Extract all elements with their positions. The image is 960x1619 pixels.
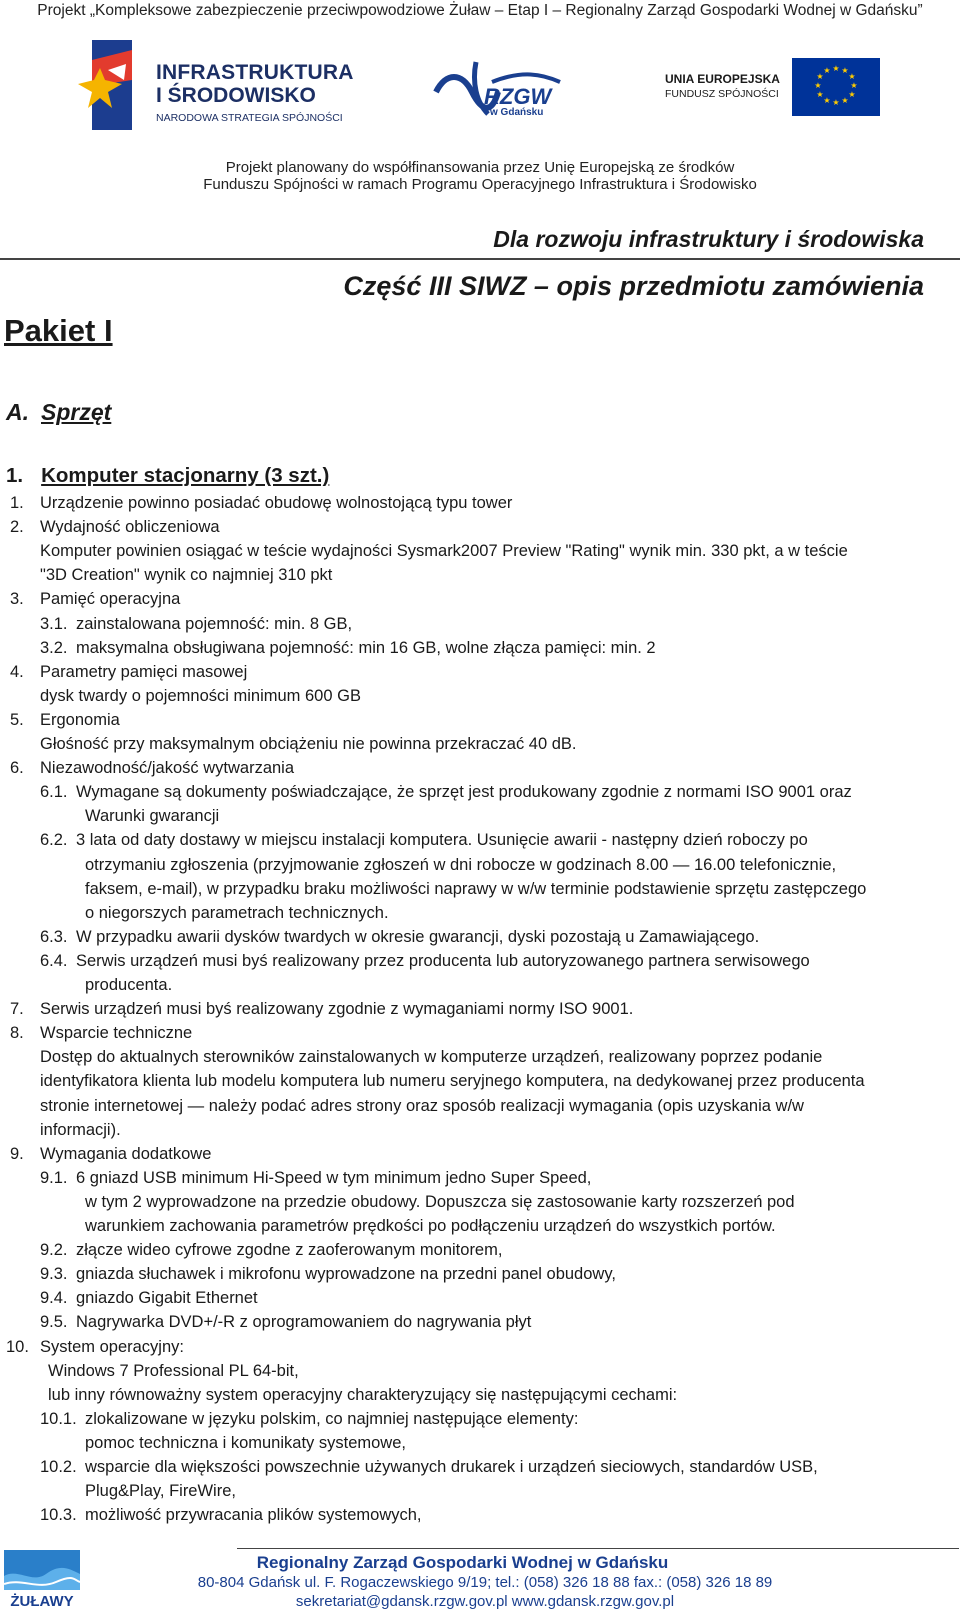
spec-line-text: Niezawodność/jakość wytwarzania	[40, 759, 295, 777]
spec-line-text: Wymagane są dokumenty poświadczające, że sprzęt jest produkowany zgodnie z normami ISO 9001 oraz	[76, 783, 852, 801]
spec-line-text: Serwis urządzeń musi byś realizowany zgodnie z wymaganiami normy ISO 9001.	[40, 1000, 634, 1018]
spec-line-number: 1.	[10, 494, 24, 512]
spec-line-text: Ergonomia	[40, 711, 120, 729]
spec-line-text: zlokalizowane w języku polskim, co najmniej następujące elementy:	[85, 1410, 579, 1428]
spec-line-text: Windows 7 Professional PL 64-bit,	[48, 1362, 299, 1380]
spec-line-number: 6.3.	[40, 928, 68, 946]
spec-line-text: 3 lata od daty dostawy w miejscu instalacji komputera. Usunięcie awarii - następny dzień roboczy po	[76, 831, 808, 849]
svg-text:★: ★	[823, 66, 831, 75]
spec-line-text: Warunki gwarancji	[85, 807, 220, 825]
svg-text:★: ★	[816, 72, 824, 81]
svg-text:★: ★	[848, 90, 856, 99]
tagline: Dla rozwoju infrastruktury i środowiska	[493, 226, 924, 252]
spec-line-number: 7.	[10, 1000, 24, 1018]
project-header-line: Projekt „Kompleksowe zabezpieczenie przeciwpowodziowe Żuław – Etap I – Regionalny Zarząd Gospodarki Wodnej w Gdańsku”	[37, 2, 923, 19]
funding-line-1: Projekt planowany do współfinansowania przez Unię Europejską ze środków	[225, 159, 735, 176]
rzgw-logo	[432, 52, 562, 130]
spec-line-text: Parametry pamięci masowej	[40, 663, 248, 681]
eu-flag-icon	[792, 58, 880, 116]
section-letter: A.	[6, 399, 29, 425]
infrastruktura-logo-line3: NARODOWA STRATEGIA SPÓJNOŚCI	[156, 112, 343, 124]
spec-line-text: o niegorszych parametrach technicznych.	[85, 904, 389, 922]
spec-line-number: 10.2.	[40, 1458, 77, 1476]
spec-line-text: lub inny równoważny system operacyjny charakteryzujący się następującymi cechami:	[48, 1386, 678, 1404]
spec-line-text: wsparcie dla większości powszechnie używanych drukarek i urządzeń sieciowych, standardów USB,	[85, 1458, 818, 1476]
spec-line-text: złącze wideo cyfrowe zgodne z zaoferowanym monitorem,	[76, 1241, 503, 1259]
footer-divider	[237, 1548, 959, 1549]
item-number: 1.	[6, 464, 24, 487]
eu-logo-line1: UNIA EUROPEJSKA	[665, 72, 780, 86]
spec-line-text: Wsparcie techniczne	[40, 1024, 193, 1042]
footer-org: Regionalny Zarząd Gospodarki Wodnej w Gdańsku	[256, 1553, 669, 1572]
spec-line-number: 6.1.	[40, 783, 68, 801]
package-title: Pakiet I	[4, 313, 113, 348]
spec-line-text: gniazda słuchawek i mikrofonu wyprowadzone na przedni panel obudowy,	[76, 1265, 616, 1283]
spec-line-text: producenta.	[85, 976, 173, 994]
spec-line-text: Wymagania dodatkowe	[40, 1145, 212, 1163]
spec-line-number: 10.	[6, 1338, 29, 1356]
spec-line-text: stronie internetowej — należy podać adres strony oraz sposób realizacji wymagania (opis uzyskania w/w	[40, 1097, 804, 1115]
item-name: Komputer stacjonarny (3 szt.)	[41, 464, 330, 487]
svg-text:★: ★	[841, 96, 849, 105]
spec-line-number: 5.	[10, 711, 24, 729]
svg-text:★: ★	[850, 81, 858, 90]
spec-line-text: zainstalowana pojemność: min. 8 GB,	[76, 615, 353, 633]
infrastruktura-logo-line2: I ŚRODOWISKO	[156, 84, 316, 107]
spec-line-text: Nagrywarka DVD+/-R z oprogramowaniem do nagrywania płyt	[76, 1313, 532, 1331]
spec-line-text: otrzymaniu zgłoszenia (przyjmowanie zgłoszeń w dni robocze w godzinach 8.00 — 16.00 telefonicznie,	[85, 856, 837, 874]
spec-line-number: 9.1.	[40, 1169, 68, 1187]
spec-line-number: 9.2.	[40, 1241, 68, 1259]
spec-line-number: 10.3.	[40, 1506, 77, 1524]
spec-line-text: warunkiem zachowania parametrów prędkości po podłączeniu urządzeń do wszystkich portów.	[85, 1217, 776, 1235]
spec-line-text: "3D Creation" wynik co najmniej 310 pkt	[40, 566, 333, 584]
footer-contact: sekretariat@gdansk.rzgw.gov.pl www.gdansk.rzgw.gov.pl	[295, 1593, 675, 1610]
svg-text:★: ★	[848, 72, 856, 81]
spec-line-number: 6.	[10, 759, 24, 777]
spec-line-text: możliwość przywracania plików systemowych,	[85, 1506, 422, 1524]
section-heading	[6, 399, 111, 426]
spec-line-text: System operacyjny:	[40, 1338, 184, 1356]
eu-logo-line2: FUNDUSZ SPÓJNOŚCI	[665, 88, 779, 100]
spec-line-text: Pamięć operacyjna	[40, 590, 181, 608]
spec-line-text: Komputer powinien osiągać w teście wydajności Sysmark2007 Preview "Rating" wynik min. 330 pkt, a w teście	[40, 542, 848, 560]
spec-line-number: 2.	[10, 518, 24, 536]
spec-line-number: 9.5.	[40, 1313, 68, 1331]
spec-line-number: 9.3.	[40, 1265, 68, 1283]
spec-line-text: Dostęp do aktualnych sterowników zainstalowanych w komputerze urządzeń, realizowany poprzez podanie	[40, 1048, 823, 1066]
svg-text:★: ★	[814, 81, 822, 90]
header-divider	[0, 258, 960, 260]
svg-text:★: ★	[832, 98, 840, 107]
svg-text:★: ★	[816, 90, 824, 99]
spec-line-text: Serwis urządzeń musi byś realizowany przez producenta lub autoryzowanego partnera serwisowego	[76, 952, 810, 970]
spec-line-number: 6.2.	[40, 831, 68, 849]
spec-line-text: pomoc techniczna i komunikaty systemowe,	[85, 1434, 406, 1452]
rzgw-logo-sub: w Gdańsku	[490, 107, 544, 118]
spec-line-number: 3.2.	[40, 639, 68, 657]
spec-line-text: 6 gniazd USB minimum Hi-Speed w tym minimum jedno Super Speed,	[76, 1169, 592, 1187]
spec-line-text: gniazdo Gigabit Ethernet	[76, 1289, 258, 1307]
spec-line-text: w tym 2 wyprowadzone na przedzie obudowy. Dopuszcza się zastosowanie karty rozszerzeń pod	[85, 1193, 795, 1211]
spec-line-text: identyfikatora klienta lub modelu komputera lub numeru seryjnego komputera, na dedykowanej przez producenta	[40, 1072, 865, 1090]
svg-text:★: ★	[832, 64, 840, 73]
section-name: Sprzęt	[41, 399, 112, 425]
infrastruktura-logo	[78, 40, 378, 135]
zulawy-logo-text: ŻUŁAWY	[10, 1593, 74, 1610]
spec-line-text: W przypadku awarii dysków twardych w okresie gwarancji, dyski pozostają u Zamawiającego.	[76, 928, 760, 946]
spec-line-text: informacji).	[40, 1121, 121, 1139]
spec-line-number: 10.1.	[40, 1410, 77, 1428]
infrastruktura-logo-line1: INFRASTRUKTURA	[156, 61, 354, 84]
svg-text:★: ★	[841, 66, 849, 75]
spec-line-number: 3.1.	[40, 615, 68, 633]
funding-line-2: Funduszu Spójności w ramach Programu Operacyjnego Infrastruktura i Środowisko	[203, 176, 757, 193]
svg-text:★: ★	[823, 96, 831, 105]
spec-line-number: 4.	[10, 663, 24, 681]
spec-line-text: Głośność przy maksymalnym obciążeniu nie powinna przekraczać 40 dB.	[40, 735, 577, 753]
document-title: Część III SIWZ – opis przedmiotu zamówienia	[343, 271, 924, 301]
spec-line-text: dysk twardy o pojemności minimum 600 GB	[40, 687, 361, 705]
infrastruktura-emblem-icon	[78, 40, 136, 132]
spec-line-text: maksymalna obsługiwana pojemność: min 16 GB, wolne złącza pamięci: min. 2	[76, 639, 656, 657]
spec-line-number: 9.	[10, 1145, 24, 1163]
rzgw-logo-name: RZGW	[484, 84, 552, 109]
spec-line-text: Wydajność obliczeniowa	[40, 518, 220, 536]
footer-address: 80-804 Gdańsk ul. F. Rogaczewskiego 9/19; tel.: (058) 326 18 88 fax.: (058) 326 18 89	[197, 1574, 773, 1591]
spec-line-number: 3.	[10, 590, 24, 608]
item-heading	[6, 464, 329, 488]
eu-logo	[665, 58, 880, 118]
spec-line-text: faksem, e-mail), w przypadku braku możliwości naprawy w w/w terminie podstawienie sprzętu zastępczego	[85, 880, 867, 898]
spec-line-number: 8.	[10, 1024, 24, 1042]
spec-line-text: Plug&Play, FireWire,	[85, 1482, 236, 1500]
spec-line-number: 6.4.	[40, 952, 68, 970]
spec-line-number: 9.4.	[40, 1289, 68, 1307]
spec-line-text: Urządzenie powinno posiadać obudowę wolnostojącą typu tower	[40, 494, 513, 512]
